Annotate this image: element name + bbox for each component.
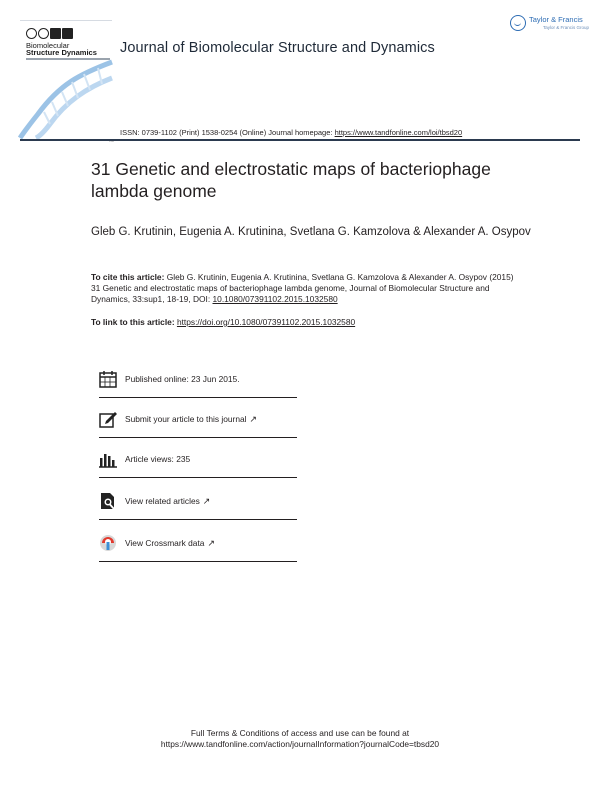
article-link-line	[91, 317, 355, 327]
info-row-published	[99, 358, 297, 398]
cover-top-strip	[20, 14, 112, 21]
info-row-views	[99, 438, 297, 478]
info-row-related[interactable]	[99, 480, 297, 520]
edit-icon	[99, 410, 117, 428]
related-articles-link[interactable]: View related articles ↗	[125, 496, 211, 506]
issn-line	[120, 128, 462, 137]
row-divider	[99, 519, 297, 520]
issn-text: ISSN: 0739-1102 (Print) 1538-0254 (Online) Journal homepage:	[120, 128, 335, 137]
external-link-icon: ↗	[249, 414, 258, 424]
publisher-name: Taylor & Francis	[529, 15, 583, 24]
cover-title: Biomolecular Structure Dynamics	[26, 41, 97, 57]
journal-homepage-link[interactable]: https://www.tandfonline.com/loi/tbsd20	[334, 128, 463, 137]
journal-cover	[20, 14, 112, 138]
citation-text: Gleb G. Krutinin, Eugenia A. Krutinina, Svetlana G. Kamzolova & Alexander A. Osypov (2015) 31 Genetic and electrostatic maps of bacteriophage lambda genome, Journal of Biomolecular Structure and Dynamics, 33:sup1, 18-19, DOI:	[91, 272, 514, 304]
published-date: Published online: 23 Jun 2015.	[125, 374, 240, 384]
article-title: 31 Genetic and electrostatic maps of bacteriophage lambda genome	[91, 159, 491, 201]
external-link-icon: ↗	[207, 538, 215, 548]
journal-title: Journal of Biomolecular Structure and Dynamics	[120, 40, 435, 56]
doi-link[interactable]: 10.1080/07391102.2015.1032580	[212, 294, 338, 304]
header-divider	[20, 139, 580, 141]
search-document-icon	[99, 492, 117, 510]
citation-label: To cite this article:	[91, 272, 165, 282]
info-row-submit[interactable]	[99, 398, 297, 438]
citation-block	[91, 272, 519, 305]
row-divider	[99, 477, 297, 478]
article-url-link[interactable]: https://doi.org/10.1080/07391102.2015.1032580	[176, 317, 356, 327]
crossmark-link[interactable]: View Crossmark data ↗	[125, 538, 215, 548]
calendar-icon	[99, 370, 117, 388]
cover-society-logos	[26, 26, 74, 40]
footer-line-1: Full Terms & Conditions of access and use can be found at	[190, 728, 410, 738]
submit-article-link[interactable]: Submit your article to this journal ↗	[125, 414, 258, 424]
link-label: To link to this article:	[91, 317, 177, 327]
footer-terms-url[interactable]: https://www.tandfonline.com/action/journalInformation?journalCode=tbsd20	[160, 739, 440, 749]
article-authors: Gleb G. Krutinin, Eugenia A. Krutinina, Svetlana G. Kamzolova & Alexander A. Osypov	[91, 226, 531, 238]
crossmark-icon	[99, 534, 117, 552]
footer-terms	[0, 728, 600, 750]
publisher-logo	[510, 14, 590, 38]
article-views: Article views: 235	[125, 454, 191, 464]
info-row-crossmark[interactable]	[99, 522, 297, 562]
external-link-icon: ↗	[202, 496, 211, 506]
row-divider	[99, 561, 297, 562]
dna-helix-illustration	[20, 41, 112, 138]
publisher-group: Taylor & Francis Group	[543, 25, 590, 30]
bar-chart-icon	[99, 450, 117, 468]
publisher-logo-icon	[510, 15, 526, 31]
